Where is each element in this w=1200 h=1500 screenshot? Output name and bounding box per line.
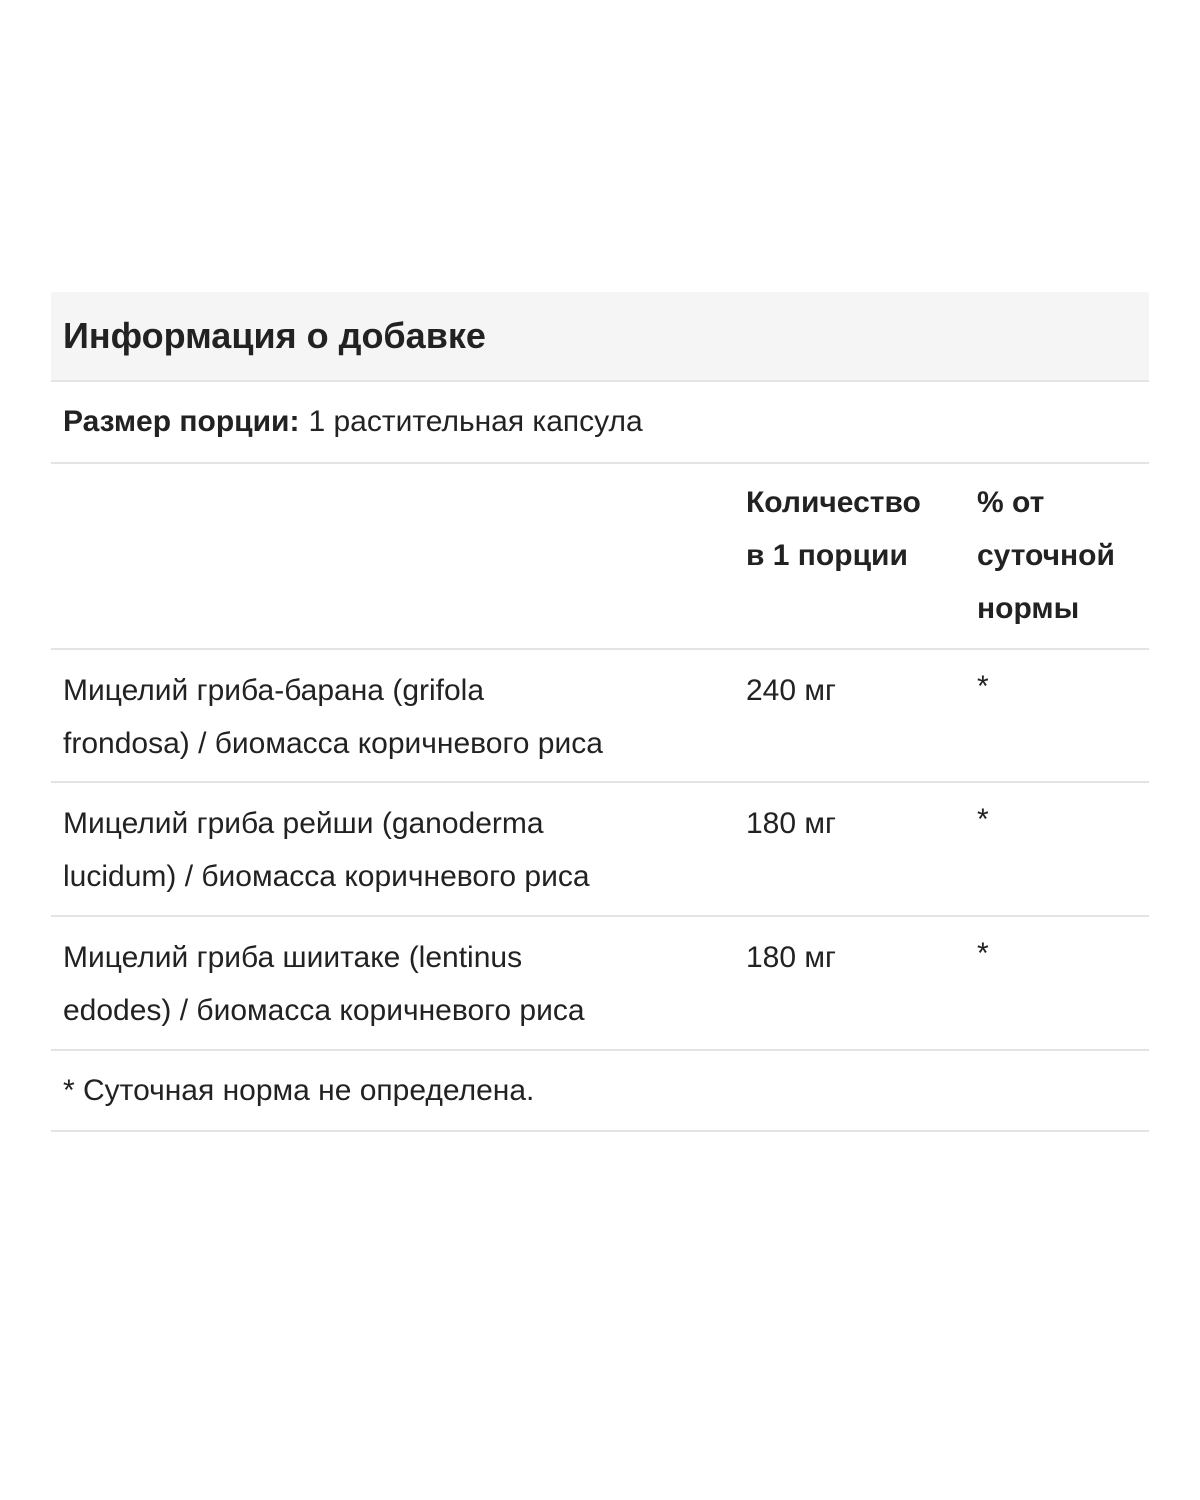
table-row <box>51 783 1149 917</box>
serving-size-row <box>51 382 1149 464</box>
ingredient-name <box>63 931 713 1037</box>
daily-value-column-header <box>977 476 1149 635</box>
footnote-text: * Суточная норма не определена. <box>63 1073 535 1107</box>
ingredient-amount: 180 мг <box>746 941 836 974</box>
ingredient-name <box>63 797 713 903</box>
ingredient-daily-value: * <box>977 937 989 970</box>
daily-value-header-line: % от <box>977 486 1045 519</box>
table-row <box>51 917 1149 1051</box>
table-row <box>51 650 1149 783</box>
table-header-row <box>51 464 1149 650</box>
ingredient-daily-value: * <box>977 670 989 703</box>
ingredient-name-line: frondosa) / биомасса коричневого риса <box>63 727 603 760</box>
ingredient-name-line: Мицелий гриба рейши (ganoderma <box>63 807 544 840</box>
ingredient-name-line: Мицелий гриба шиитаке (lentinus <box>63 941 523 974</box>
serving-size-label: Размер порции: <box>63 405 300 438</box>
footnote-row <box>51 1051 1149 1132</box>
amount-header-line: Количество <box>746 486 921 519</box>
serving-size-value: 1 растительная капсула <box>308 405 643 438</box>
panel-title: Информация о добавке <box>63 315 486 356</box>
supplement-facts-panel <box>51 292 1149 1132</box>
ingredient-amount: 180 мг <box>746 807 836 840</box>
ingredient-name-line: Мицелий гриба-барана (grifola <box>63 674 485 707</box>
title-row <box>51 292 1149 382</box>
ingredient-name-line: lucidum) / биомасса коричневого риса <box>63 860 590 893</box>
daily-value-header-line: суточной <box>977 539 1115 572</box>
ingredient-amount: 240 мг <box>746 674 836 707</box>
amount-column-header <box>746 476 961 582</box>
ingredient-name <box>63 664 713 770</box>
ingredient-name-line: edodes) / биомасса коричневого риса <box>63 994 585 1027</box>
amount-header-line: в 1 порции <box>746 539 908 572</box>
ingredient-daily-value: * <box>977 803 989 836</box>
daily-value-header-line: нормы <box>977 592 1080 625</box>
